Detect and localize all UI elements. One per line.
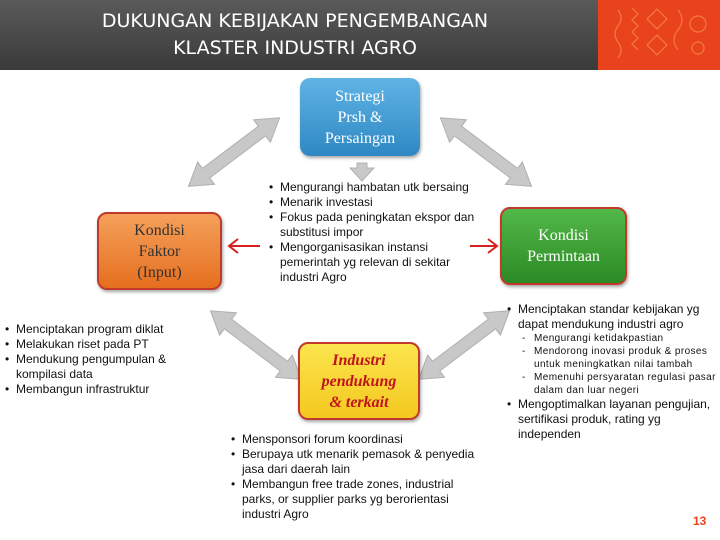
list-subitem: - Mengurangi ketidakpastian (506, 332, 718, 345)
center-top-list (268, 180, 478, 285)
box-faktor-label: Kondisi Faktor (Input) (134, 221, 185, 281)
right-list (506, 302, 718, 442)
list-item: • Melakukan riset pada PT (4, 337, 209, 352)
arrow-red-left (229, 239, 260, 253)
list-item: • Mengurangi hambatan utk bersaing (268, 180, 478, 195)
box-kondisi-faktor (97, 212, 222, 290)
list-item: • Menarik investasi (268, 195, 478, 210)
left-list (4, 322, 209, 397)
list-item: • Membangun free trade zones, industrial parks, or supplier parks yg berorientasi industri Agro (230, 477, 488, 522)
box-industri-pendukung (298, 342, 420, 420)
list-item: • Mengoptimalkan layanan pengujian, sertifikasi produk, rating yg independen (506, 397, 718, 442)
box-strategi-persaingan (300, 78, 420, 156)
box-kondisi-permintaan (500, 207, 627, 285)
box-permintaan-label: Kondisi Permintaan (527, 227, 600, 265)
list-item: • Mengorganisasikan instansi pemerintah yg relevan di sekitar industri Agro (268, 240, 478, 285)
page-title: DUKUNGAN KEBIJAKAN PENGEMBANGAN KLASTER INDUSTRI AGRO (101, 10, 489, 59)
box-pendukung-label: Industri pendukung & terkait (321, 351, 397, 411)
list-item: • Menciptakan standar kebijakan yg dapat mendukung industri agro (506, 302, 718, 332)
box-strategi-label: Strategi Prsh & Persaingan (324, 87, 396, 147)
bottom-list (230, 432, 488, 522)
list-subitem: - Memenuhi persyaratan regulasi pasar dalam dan luar negeri (506, 371, 718, 397)
list-subitem: - Mendorong inovasi produk & proses untuk meningkatkan nilai tambah (506, 345, 718, 371)
list-item: • Menciptakan program diklat (4, 322, 209, 337)
list-item: • Membangun infrastruktur (4, 382, 209, 397)
arrow-strategi-pendukung (350, 163, 374, 181)
list-item: • Fokus pada peningkatan ekspor dan substitusi impor (268, 210, 478, 240)
list-item: • Mendukung pengumpulan & kompilasi data (4, 352, 209, 382)
list-item: • Mensponsori forum koordinasi (230, 432, 488, 447)
page-number: 13 (693, 514, 707, 528)
arrow-faktor-pendukung (202, 300, 310, 391)
arrow-permintaan-pendukung (410, 300, 518, 391)
list-item: • Berupaya utk menarik pemasok & penyedia jasa dari daerah lain (230, 447, 488, 477)
